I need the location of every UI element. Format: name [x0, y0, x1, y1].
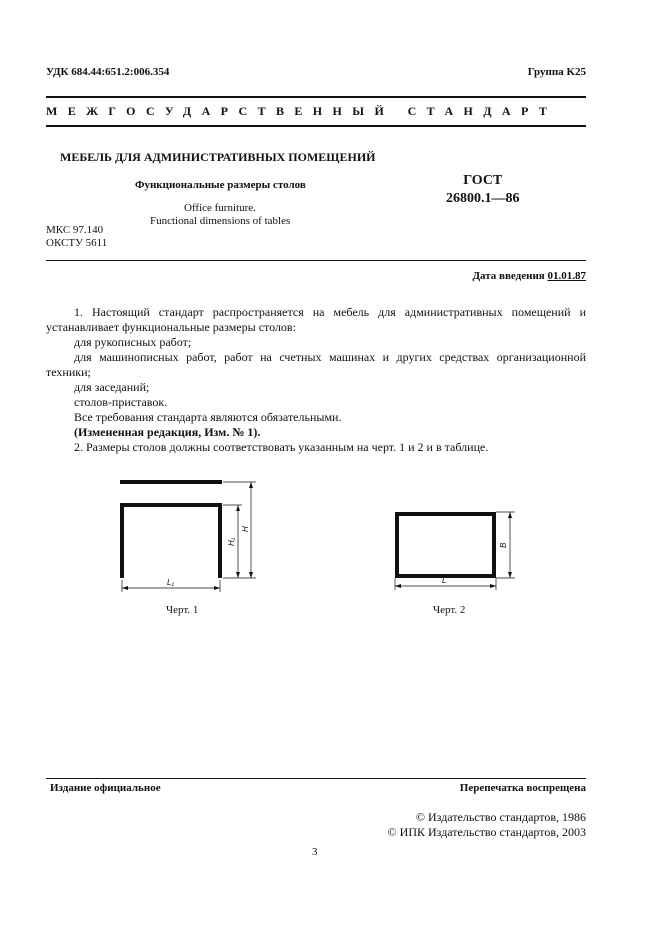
- list-item: для рукописных работ;: [74, 335, 192, 349]
- amendment-note: (Измененная редакция, Изм. № 1).: [74, 425, 261, 439]
- reprint-prohibited-note: Перепечатка воспрещена: [459, 782, 586, 794]
- table-body-outline: [122, 505, 220, 578]
- list-item: для заседаний;: [74, 380, 150, 394]
- copyright-2003: © ИПК Издательство стандартов, 2003: [387, 825, 586, 839]
- interstate-standard-heading: МЕЖГОСУДАРСТВЕННЫЙ СТАНДАРТ: [46, 104, 558, 118]
- document-title: МЕБЕЛЬ ДЛЯ АДМИНИСТРАТИВНЫХ ПОМЕЩЕНИЙ: [60, 150, 376, 164]
- paragraph-2: 2. Размеры столов должны соответствовать указанным на черт. 1 и 2 и в таблице.: [74, 440, 489, 454]
- list-item: столов-приставок.: [74, 395, 168, 409]
- okstu-code: ОКСТУ 5611: [46, 237, 108, 249]
- page-number: 3: [312, 846, 318, 858]
- document-subtitle: Функциональные размеры столов: [135, 179, 306, 191]
- classification-codes: [46, 224, 107, 250]
- gost-designation: [446, 172, 520, 208]
- h-label: H: [241, 526, 250, 532]
- official-edition-note: Издание официальное: [50, 782, 161, 794]
- group-code: Группа K25: [527, 66, 586, 78]
- l1-label: L₁: [167, 578, 174, 587]
- drawing-1-table-front-view: [110, 474, 270, 596]
- copyright-1986: © Издательство стандартов, 1986: [415, 810, 586, 824]
- l-label: L: [442, 576, 447, 585]
- drawing-2-table-top-view: [385, 498, 520, 594]
- footer-rule: [46, 778, 586, 779]
- mks-code: МКС 97.140: [46, 224, 104, 236]
- introduction-date-label: Дата введения: [472, 270, 545, 282]
- h1-label: H₁: [227, 537, 236, 546]
- introduction-date: [472, 270, 586, 282]
- english-title-line-2: Functional dimensions of tables: [150, 215, 291, 227]
- list-item: для машинописных работ, работ на счетных машинах и других средствах организационной техники;: [46, 350, 586, 379]
- body-text: [46, 305, 586, 455]
- tabletop-plan-outline: [397, 514, 494, 576]
- top-rule: [46, 96, 586, 98]
- interstate-rule: [46, 125, 586, 127]
- title-block-rule: [46, 260, 586, 261]
- mandatory-requirements-note: Все требования стандарта являются обязательными.: [74, 410, 342, 424]
- udk-code: УДК 684.44:651.2:006.354: [46, 66, 170, 78]
- b-label: B: [499, 542, 508, 548]
- gost-label: ГОСТ: [463, 173, 503, 188]
- figure-2-caption: Черт. 2: [433, 604, 466, 616]
- gost-number: 26800.1—86: [446, 191, 520, 206]
- english-title-line-1: Office furniture.: [184, 202, 256, 214]
- paragraph-1: 1. Настоящий стандарт распространяется на мебель для административных помещений и устанавливает функциональные размеры столов:: [46, 305, 586, 334]
- figure-1-caption: Черт. 1: [166, 604, 199, 616]
- introduction-date-value: 01.01.87: [547, 270, 586, 282]
